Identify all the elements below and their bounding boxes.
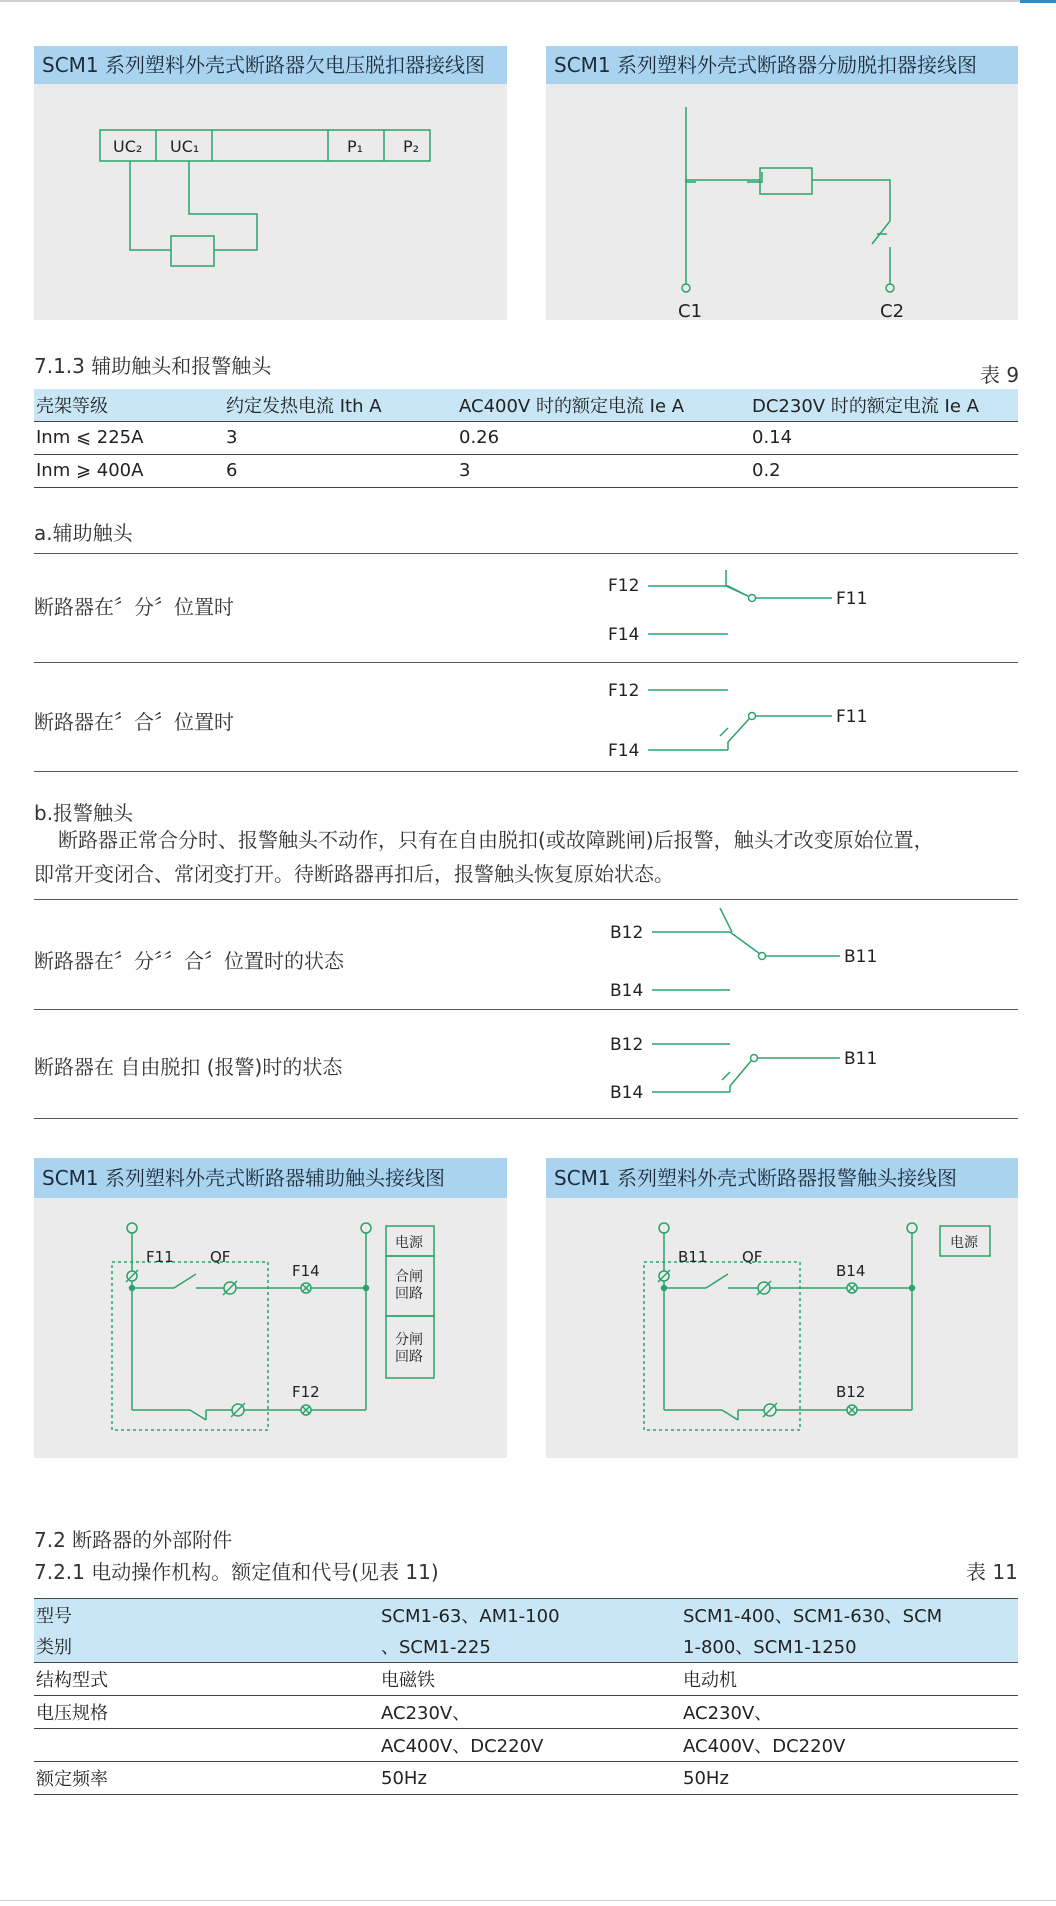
aux-closed-f12: F12 (608, 681, 640, 701)
table-9-header (34, 389, 1018, 421)
table-11 (34, 1598, 1018, 1795)
table-cell: 6 (226, 460, 238, 481)
aux-open-symbol (600, 560, 900, 660)
table-9-col-ac400: AC400V 时的额定电流 Ie A (457, 389, 750, 421)
aux-wiring-close: 合闸 (395, 1269, 423, 1285)
aux-closed-symbol (600, 670, 900, 770)
aux-closed-f11: F11 (836, 707, 868, 727)
aux-open-f11: F11 (836, 589, 868, 609)
aux-wiring-open-circuit: 回路 (395, 1349, 423, 1365)
aux-open-label: 断路器在〞分〞位置时 (34, 595, 234, 619)
table-cell: 额定频率 (36, 1769, 108, 1790)
section-721-heading: 7.2.1 电动操作机构。额定值和代号(见表 11) (34, 1560, 439, 1584)
table-11-header-row2 (34, 1631, 1018, 1663)
table-cell: 50Hz (381, 1767, 427, 1789)
alarm-trip-b11: B11 (844, 1049, 878, 1069)
table-cell: AC400V、DC220V (381, 1736, 544, 1757)
table-11-label: 表 11 (966, 1560, 1018, 1584)
aux-wiring-qf: QF (210, 1248, 231, 1266)
terminal-uc2: UC₂ (113, 137, 143, 156)
table-11-model-label: 型号 (34, 1599, 379, 1631)
terminal-c1: C1 (678, 301, 703, 320)
table-cell: AC230V、 (381, 1703, 471, 1724)
table-11-category-label: 类别 (34, 1631, 379, 1663)
top-accent (1020, 0, 1056, 3)
table-11-col2-line1: SCM1-63、AM1-100 (379, 1599, 681, 1631)
bottom-border (0, 1900, 1056, 1901)
divider (34, 899, 1018, 900)
table-9-label: 表 9 (980, 363, 1020, 387)
aux-wiring-power: 电源 (395, 1235, 423, 1251)
alarm-normal-b12: B12 (610, 923, 644, 943)
table-11-col2-line2: 、SCM1-225 (379, 1631, 681, 1663)
table-row (34, 421, 1018, 454)
table-cell: AC230V、 (683, 1703, 773, 1724)
aux-wiring-panel (34, 1158, 507, 1458)
shunt-diagram-title: SCM1 系列塑料外壳式断路器分励脱扣器接线图 (546, 46, 1018, 84)
alarm-wiring-b12: B12 (836, 1383, 866, 1401)
table-cell: 3 (459, 460, 471, 481)
alarm-wiring-b11: B11 (678, 1248, 708, 1266)
table-cell (34, 1729, 379, 1762)
table-9-col-ith: 约定发热电流 Ith A (224, 389, 457, 421)
alarm-normal-b14: B14 (610, 981, 644, 1001)
table-9-col-dc230: DC230V 时的额定电流 Ie A (750, 389, 1018, 421)
aux-closed-f14: F14 (608, 741, 640, 761)
alarm-normal-symbol (600, 902, 900, 1012)
aux-open-f14: F14 (608, 625, 640, 645)
table-row (34, 454, 1018, 487)
alarm-trip-b12: B12 (610, 1035, 644, 1055)
table-11-header-row1 (34, 1599, 1018, 1631)
table-11-col3-line2: 1-800、SCM1-1250 (681, 1631, 1018, 1663)
alarm-contacts-heading: b.报警触头 (34, 801, 134, 825)
table-9-col-frame: 壳架等级 (34, 389, 224, 421)
table-row (34, 1762, 1018, 1795)
table-cell: 结构型式 (36, 1670, 108, 1691)
aux-contacts-heading: a.辅助触头 (34, 521, 133, 545)
divider (34, 771, 1018, 772)
table-cell: AC400V、DC220V (683, 1736, 846, 1757)
table-cell: Inm ⩽ 225A (36, 427, 144, 448)
section-72-heading: 7.2 断路器的外部附件 (34, 1528, 233, 1552)
aux-wiring-title: SCM1 系列塑料外壳式断路器辅助触头接线图 (34, 1158, 507, 1198)
section-713-heading: 7.1.3 辅助触头和报警触头 (34, 354, 272, 378)
alarm-paragraph-line2: 即常开变闭合、常闭变打开。待断路器再扣后，报警触头恢复原始状态。 (34, 862, 674, 886)
table-cell: 电动机 (683, 1670, 737, 1691)
undervoltage-diagram-panel (34, 46, 507, 320)
alarm-wiring-qf: QF (742, 1248, 763, 1266)
table-11-col3-line1: SCM1-400、SCM1-630、SCM (681, 1599, 1018, 1631)
alarm-wiring-title: SCM1 系列塑料外壳式断路器报警触头接线图 (546, 1158, 1018, 1198)
aux-wiring-f12: F12 (292, 1383, 320, 1401)
terminal-p2: P₂ (403, 137, 420, 156)
table-9 (34, 389, 1018, 488)
divider (34, 1118, 1018, 1119)
divider (34, 553, 1018, 554)
shunt-diagram-panel (546, 46, 1018, 320)
undervoltage-wiring-svg (34, 84, 507, 320)
terminal-p1: P₁ (347, 137, 364, 156)
alarm-trip-label: 断路器在 自由脱扣 (报警)时的状态 (34, 1055, 343, 1079)
table-cell: 0.14 (752, 427, 793, 448)
alarm-wiring-svg (546, 1198, 1018, 1458)
alarm-wiring-panel (546, 1158, 1018, 1458)
divider (34, 662, 1018, 663)
alarm-paragraph-line1: 断路器正常合分时、报警触头不动作，只有在自由脱扣(或故障跳闸)后报警，触头才改变原始位置， (58, 828, 934, 852)
table-cell: 电压规格 (36, 1703, 108, 1724)
aux-wiring-close-circuit: 回路 (395, 1286, 423, 1302)
shunt-wiring-svg (546, 84, 1018, 320)
aux-wiring-svg (34, 1198, 507, 1458)
terminal-c2: C2 (880, 301, 905, 320)
table-cell: 3 (226, 427, 238, 448)
aux-closed-label: 断路器在〞合〞位置时 (34, 710, 234, 734)
alarm-trip-b14: B14 (610, 1083, 644, 1103)
table-cell: 0.2 (752, 460, 781, 481)
alarm-wiring-b14: B14 (836, 1262, 866, 1280)
table-row (34, 1729, 1018, 1762)
table-row (34, 1663, 1018, 1696)
divider (34, 1009, 1018, 1010)
aux-open-f12: F12 (608, 576, 640, 596)
aux-wiring-open: 分闸 (395, 1332, 423, 1348)
alarm-normal-b11: B11 (844, 947, 878, 967)
undervoltage-diagram-title: SCM1 系列塑料外壳式断路器欠电压脱扣器接线图 (34, 46, 507, 84)
top-border (0, 0, 1056, 2)
table-cell: 0.26 (459, 427, 500, 448)
alarm-normal-label: 断路器在〞分〞〞合〞位置时的状态 (34, 949, 344, 973)
alarm-wiring-power: 电源 (950, 1235, 978, 1251)
table-cell: 电磁铁 (381, 1670, 435, 1691)
aux-wiring-f11: F11 (146, 1248, 174, 1266)
terminal-uc1: UC₁ (170, 137, 200, 156)
table-cell: 50Hz (683, 1767, 729, 1789)
table-row (34, 1696, 1018, 1729)
alarm-trip-symbol (600, 1018, 900, 1118)
aux-wiring-f14: F14 (292, 1262, 320, 1280)
table-cell: Inm ⩾ 400A (36, 460, 144, 481)
